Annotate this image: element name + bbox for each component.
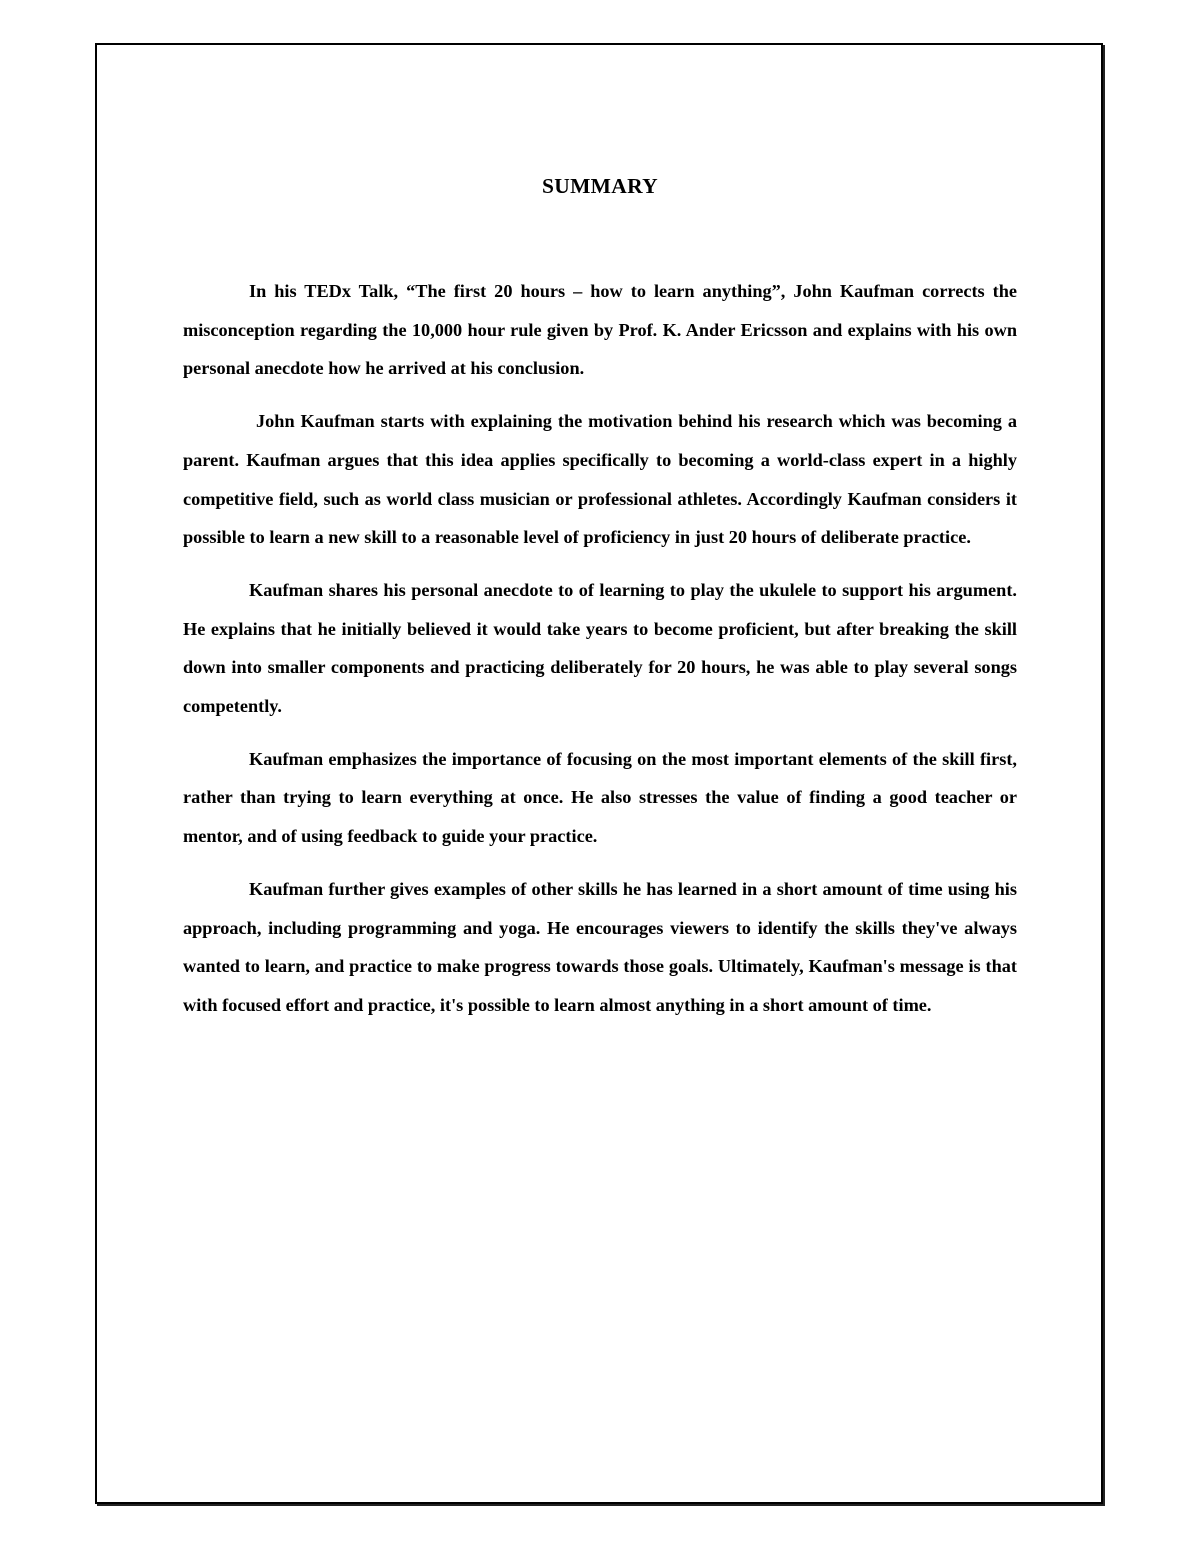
paragraph-conclusion: Kaufman further gives examples of other skills he has learned in a short amount of time using his approach, including programming and yoga. He encourages viewers to identify the skills they've always wanted to learn, and practice to make progress towards those goals. Ultimately, Kaufman's message is that with focused effort and practice, it's possible to learn almost anything in a short amount of time. (183, 878, 1017, 1015)
paragraph-ukulele-anecdote: Kaufman shares his personal anecdote to of learning to play the ukulele to support his argument. He explains that he initially believed it would take years to become proficient, but after breaking the skill down into smaller components and practicing deliberately for 20 hours, he was able to play several songs competently. (183, 579, 1017, 717)
paragraph-motivation: John Kaufman starts with explaining the motivation behind his research which was becoming a parent. Kaufman argues that this idea applies specifically to becoming a world-class expert in a highly competitive field, such as world class musician or professional athletes. Accordingly Kaufman considers it possible to learn a new skill to a reasonable level of proficiency in just 20 hours of deliberate practice. (183, 411, 1017, 548)
paragraph-intro: In his TEDx Talk, “The first 20 hours – how to learn anything”, John Kaufman corrects the misconception regarding the 10,000 hour rule given by Prof. K. Ander Ericsson and explains with his own personal anecdote how he arrived at his conclusion. (183, 281, 1017, 379)
paragraph-focus-elements: Kaufman emphasizes the importance of focusing on the most important elements of the skill first, rather than trying to learn everything at once. He also stresses the value of finding a good teacher or mentor, and of using feedback to guide your practice. (183, 748, 1017, 847)
document-body (183, 170, 1017, 1039)
page-title: SUMMARY (542, 174, 658, 198)
